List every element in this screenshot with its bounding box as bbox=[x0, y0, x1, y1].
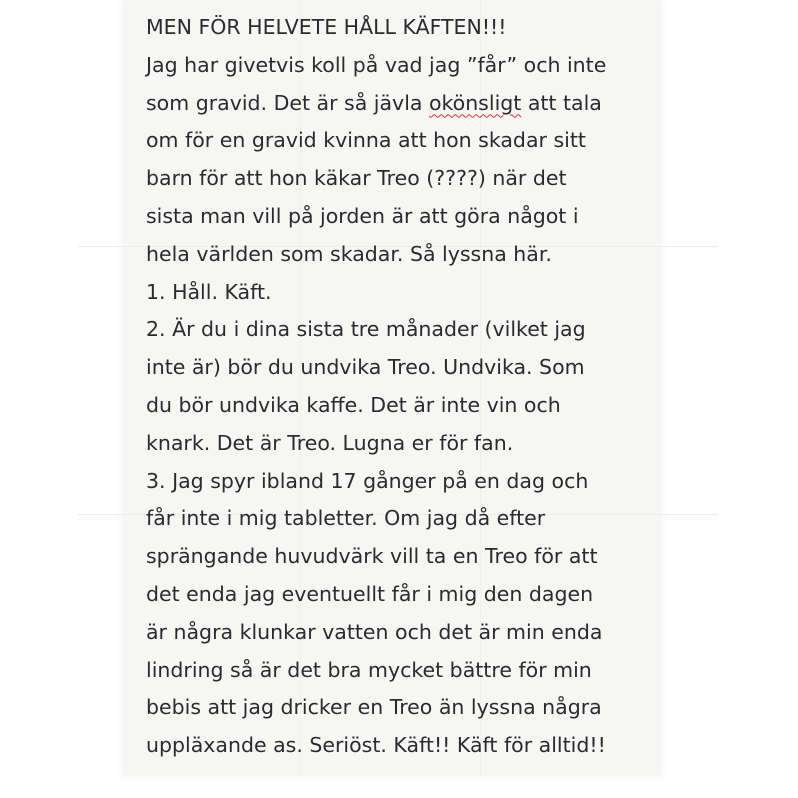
note-line-17: är några klunkar vatten och det är min enda bbox=[146, 619, 603, 644]
note-line-13: 3. Jag spyr ibland 17 gånger på en dag och bbox=[146, 468, 589, 493]
note-line-8: 1. Håll. Käft. bbox=[146, 279, 272, 304]
misspelled-word[interactable]: okönsligt bbox=[428, 90, 522, 115]
note-line-5: barn för att hon käkar Treo (????) när det bbox=[146, 166, 567, 191]
note-line-6: sista man vill på jorden är att göra något i bbox=[146, 203, 579, 228]
note-line-16: det enda jag eventuellt får i mig den dagen bbox=[146, 581, 594, 606]
note-line-4: om för en gravid kvinna att hon skadar sitt bbox=[146, 128, 586, 153]
note-line-19: bebis att jag dricker en Treo än lyssna några bbox=[146, 695, 602, 720]
note-line-10: inte är) bör du undvika Treo. Undvika. Som bbox=[146, 355, 585, 380]
note-line-18: lindring så är det bra mycket bättre för min bbox=[146, 657, 592, 682]
note-body[interactable] bbox=[146, 9, 656, 765]
note-line-3 bbox=[146, 85, 656, 123]
note-line-11: du bör undvika kaffe. Det är inte vin och bbox=[146, 392, 561, 417]
note-line-3-end: att tala bbox=[521, 90, 602, 115]
note-line-2: Jag har givetvis koll på vad jag ”får” och inte bbox=[146, 52, 607, 77]
note-line-7: hela världen som skadar. Så lyssna här. bbox=[146, 241, 552, 266]
note-line-1: MEN FÖR HELVETE HÅLL KÄFTEN!!! bbox=[146, 15, 507, 39]
note-line-9: 2. Är du i dina sista tre månader (vilket jag bbox=[146, 317, 586, 342]
note-line-20: uppläxande as. Seriöst. Käft!! Käft för alltid!! bbox=[146, 733, 606, 758]
note-line-3-start: som gravid. Det är så jävla bbox=[146, 90, 429, 115]
note-line-15: sprängande huvudvärk vill ta en Treo för att bbox=[146, 544, 598, 569]
note-line-14: får inte i mig tabletter. Om jag då efter bbox=[146, 506, 546, 531]
note-line-12: knark. Det är Treo. Lugna er för fan. bbox=[146, 430, 514, 455]
